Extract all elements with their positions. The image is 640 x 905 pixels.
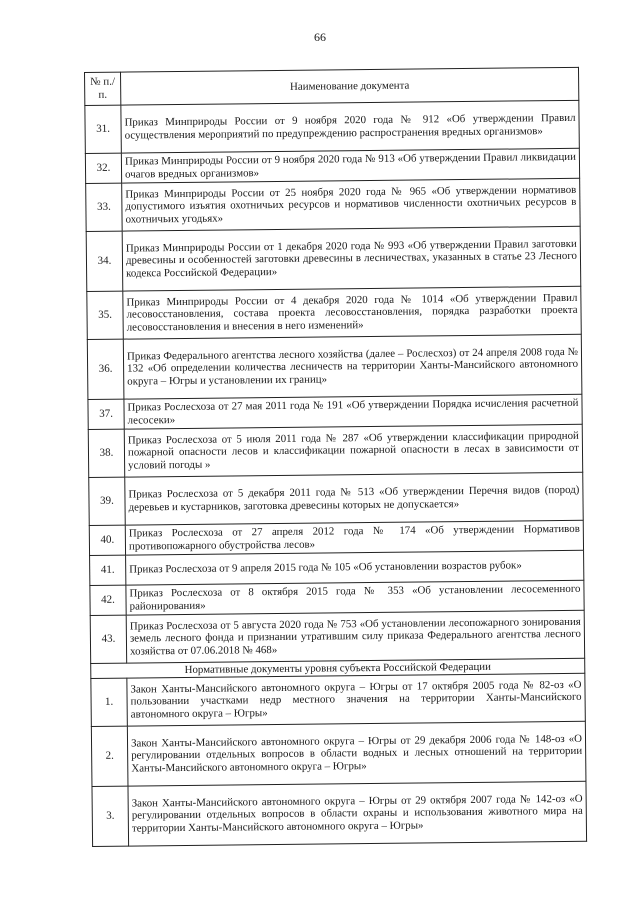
row-number: 33. — [86, 183, 123, 231]
document-name: Приказ Минприроды России от 4 декабря 2020 года № 1014 «Об утверждении Правил лесовосстановления, состава проекта лесовосстановления, порядка разработки проекта лесовосстановления и внесения в него изменений» — [123, 286, 581, 339]
row-number: 41. — [90, 555, 126, 585]
table-row — [92, 781, 587, 846]
row-number: 3. — [92, 786, 129, 846]
document-name: Приказ Минприроды России от 1 декабря 2020 года № 993 «Об утверждении Правил заготовки древесины и особенностей заготовки древесины в лесничествах, указанных в статье 23 Лесного кодекса Российской Федерации» — [122, 226, 581, 291]
regional-documents-body — [91, 673, 587, 846]
row-number: 32. — [85, 153, 121, 183]
document-name: Приказ Рослесхоза от 27 апреля 2012 года № 174 «Об утверждении Нормативов противопожарного обустройства лесов» — [125, 520, 583, 555]
row-number: 38. — [88, 429, 125, 477]
column-header-number: № п./п. — [85, 72, 121, 105]
document-name: Приказ Рослесхоза от 5 августа 2020 года № 753 «Об установлении лесопожарного зонирования земель лесного фонда и признании утратившим силу приказа Федерального агентства лесного хозяйства от 07.06.2018 № 468» — [126, 610, 584, 663]
document-name: Приказ Минприроды России от 25 ноября 2020 года № 965 «Об утверждении нормативов допустимого изъятия охотничьих ресурсов и нормативов численности охотничьих ресурсов в охотничьих угодьях» — [122, 178, 580, 231]
page-number: 66 — [314, 30, 326, 44]
table-row — [87, 286, 581, 339]
row-number: 37. — [88, 399, 124, 429]
row-number: 2. — [91, 726, 128, 786]
table-row — [85, 100, 579, 153]
table-row — [88, 424, 582, 477]
document-name: Приказ Федерального агентства лесного хозяйства (далее – Рослесхоз) от 24 апреля 2008 года № 132 «Об определении количества лесничеств на территории Ханты-Мансийского автономного округа – Югры и установлении их границ» — [123, 334, 582, 399]
document-name: Приказ Рослесхоза от 8 октября 2015 года № 353 «Об установлении лесосеменного районирования» — [126, 580, 584, 615]
table-row — [86, 178, 580, 231]
document-name: Приказ Рослесхоза от 5 декабря 2011 года № 513 «Об утверждении Перечня видов (пород) деревьев и кустарников, заготовка древесины которых не допускается» — [125, 472, 583, 525]
row-number: 1. — [91, 678, 128, 726]
documents-table — [84, 67, 587, 847]
row-number: 34. — [86, 231, 123, 291]
row-number: 36. — [87, 339, 124, 399]
row-number: 40. — [89, 525, 125, 555]
section-title: Нормативные документы уровня субъекта Российской Федерации — [91, 658, 585, 678]
column-header-name: Наименование документа — [121, 67, 579, 105]
table-row — [89, 472, 583, 525]
document-name: Приказ Минприроды России от 9 ноября 2020 года № 913 «Об утверждении Правил ликвидации очагов вредных организмов» — [121, 148, 579, 183]
document-name: Приказ Рослесхоза от 27 мая 2011 года № 191 «Об утверждении Порядка исчисления расчетной лесосеки» — [124, 394, 582, 429]
document-name: Закон Ханты-Мансийского автономного округа – Югры от 17 октября 2005 года № 82-оз «О пользовании участками недр местного значения на территории Ханты-Мансийского автономного округа – Югры» — [127, 673, 585, 726]
table-header-row — [85, 67, 579, 105]
table-row — [87, 334, 582, 399]
row-number: 39. — [89, 477, 126, 525]
document-name: Приказ Рослесхоза от 5 июля 2011 года № 287 «Об утверждении классификации природной пожарной опасности лесов и классификации пожарной опасности в лесах в зависимости от условий погоды » — [124, 424, 582, 477]
table-row — [86, 226, 581, 291]
document-name: Закон Ханты-Мансийского автономного округа – Югры от 29 декабря 2006 года № 148-оз «О регулировании отдельных вопросов в области водных и лесных отношений на территории Ханты-Мансийского автономного округа – Югры» — [127, 721, 586, 786]
row-number: 31. — [85, 105, 122, 153]
row-number: 43. — [90, 615, 127, 663]
document-name: Закон Ханты-Мансийского автономного округа – Югры от 29 октября 2007 года № 142-оз «О регулировании отдельных вопросов в области охраны и использования животного мира на территории Ханты-Мансийского автономного округа – Югры» — [128, 781, 587, 846]
table-row — [90, 610, 584, 663]
table-row — [91, 721, 586, 786]
document-name: Приказ Рослесхоза от 9 апреля 2015 года № 105 «Об установлении возрастов рубок» — [126, 550, 584, 585]
row-number: 42. — [90, 585, 126, 615]
row-number: 35. — [87, 291, 124, 339]
table-row — [91, 673, 585, 726]
federal-documents-body — [85, 100, 585, 663]
document-name: Приказ Минприроды России от 9 ноября 2020 года № 912 «Об утверждении Правил осуществления мероприятий по предупреждению распространения вредных организмов» — [121, 100, 579, 153]
